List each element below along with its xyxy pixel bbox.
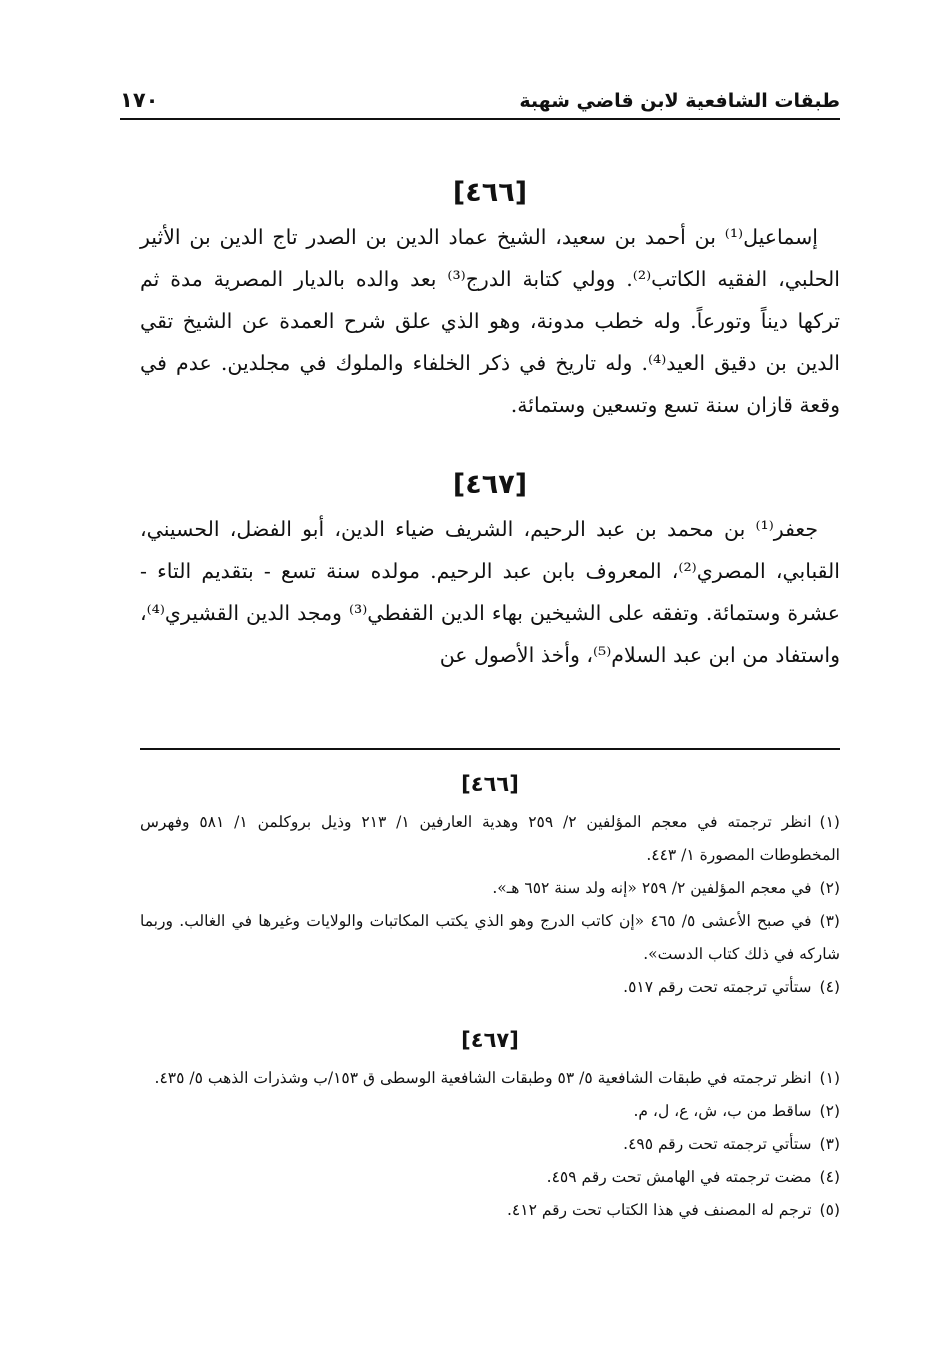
running-title: طبقات الشافعية لابن قاضي شهبة — [519, 90, 840, 112]
entry-body: إسماعيل⁽¹⁾ بن أحمد بن سعيد، الشيخ عماد الدين بن الصدر تاج الدين بن الأثير الحلبي، الفقيه الكاتب⁽²⁾. وولي كتابة الدرج⁽³⁾ بعد والده بالديار المصرية مدة ثم تركها ديناً وتورعاً. وله خطب مدونة، وهو الذي علق شرح العمدة عن الشيخ تقي الدين بن دقيق العيد⁽⁴⁾. وله تاريخ في ذكر الخلفاء والملوك في مجلدين. عدم في وقعة قازان سنة تسع وتسعين وستمائة. — [140, 225, 840, 417]
entry-number: [٤٦٦] — [452, 177, 528, 208]
footnote-item — [140, 1095, 840, 1128]
footnote-number: (٣) — [819, 912, 840, 930]
footnote-item — [140, 1161, 840, 1194]
footnote-item — [140, 872, 840, 905]
footnote-text: ستأتي ترجمته تحت رقم ٤٩٥. — [623, 1135, 812, 1153]
footnote-number: (١) — [819, 813, 840, 831]
footnote-number: (٥) — [819, 1201, 840, 1219]
footnote-number: (٣) — [819, 1135, 840, 1153]
entry-number: [٤٦٧] — [452, 469, 528, 500]
footnote-text: انظر ترجمته في معجم المؤلفين ٢/ ٢٥٩ وهدية العارفين ١/ ٢١٣ وذيل بروكلمن ١/ ٥٨١ وفهرس المخطوطات المصورة ١/ ٤٤٣. — [140, 813, 840, 864]
footnote-number: (٤) — [819, 1168, 840, 1186]
footnote-number: (١) — [819, 1069, 840, 1087]
page-header — [120, 78, 840, 120]
footnote-item — [140, 905, 840, 971]
main-text — [140, 170, 840, 676]
footnote-item — [140, 1128, 840, 1161]
footnote-text: انظر ترجمته في طبقات الشافعية ٥/ ٥٣ وطبقات الشافعية الوسطى ق ١٥٣/ب وشذرات الذهب ٥/ ٤٣٥. — [154, 1069, 812, 1087]
footnote-list — [140, 806, 840, 1004]
footnote-heading: [٤٦٦] — [461, 772, 519, 796]
footnote-text: ترجم له المصنف في هذا الكتاب تحت رقم ٤١٢. — [506, 1201, 812, 1219]
footnote-text: مضت ترجمته في الهامش تحت رقم ٤٥٩. — [546, 1168, 812, 1186]
footnotes-section — [140, 748, 840, 1227]
page-number: ١٧٠ — [120, 88, 159, 112]
footnote-heading: [٤٦٧] — [461, 1028, 519, 1052]
entry-467 — [140, 462, 840, 676]
footnote-item — [140, 1062, 840, 1095]
footnote-item — [140, 1194, 840, 1227]
footnote-item — [140, 971, 840, 1004]
entry-body: جعفر⁽¹⁾ بن محمد بن عبد الرحيم، الشريف ضياء الدين، أبو الفضل، الحسيني، القبابي، المصري⁽²⁾، المعروف بابن عبد الرحيم. مولده سنة تسع - بتقديم التاء - عشرة وستمائة. وتفقه على الشيخين بهاء الدين القفطي⁽³⁾ ومجد الدين القشيري⁽⁴⁾، واستفاد من ابن عبد السلام⁽⁵⁾، وأخذ الأصول عن — [140, 517, 840, 667]
footnote-number: (٢) — [819, 879, 840, 897]
entry-466 — [140, 170, 840, 426]
footnote-item — [140, 806, 840, 872]
footnote-text: ساقط من ب، ش، ع، ل، م. — [633, 1102, 812, 1120]
footnote-number: (٤) — [819, 978, 840, 996]
footnote-text: ستأتي ترجمته تحت رقم ٥١٧. — [623, 978, 812, 996]
footnote-text: في معجم المؤلفين ٢/ ٢٥٩ «إنه ولد سنة ٦٥٢ هـ». — [492, 879, 812, 897]
footnote-list — [140, 1062, 840, 1227]
footnote-text: في صبح الأعشى ٥/ ٤٦٥ «إن كاتب الدرج وهو الذي يكتب المكاتبات والولايات وغيرها في الغالب. وربما شاركه في ذلك كتاب الدست». — [140, 912, 840, 963]
footnote-number: (٢) — [819, 1102, 840, 1120]
